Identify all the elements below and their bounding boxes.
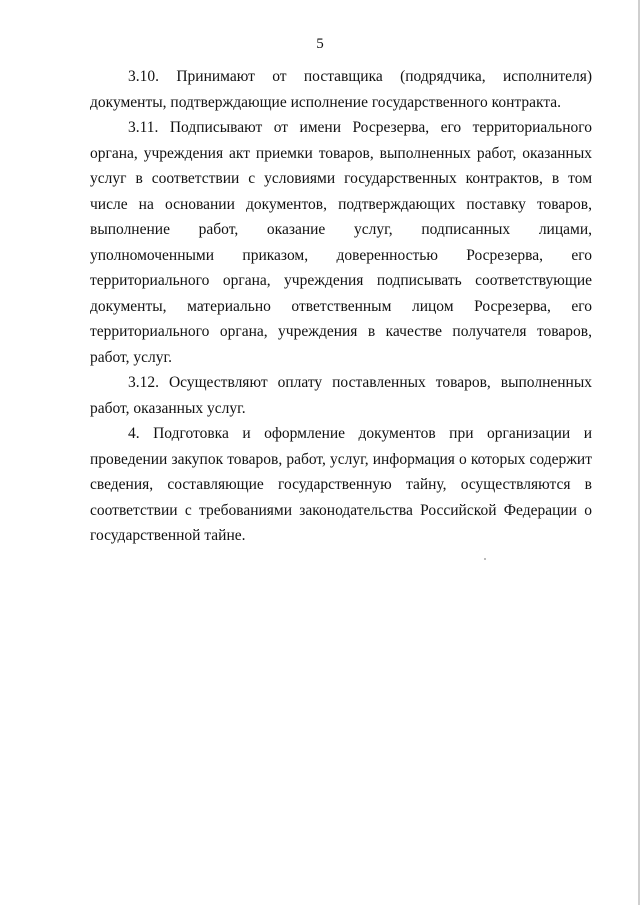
paragraph-3-12: 3.12. Осуществляют оплату поставленных товаров, выполненных работ, оказанных услуг. — [90, 374, 592, 417]
page-number: 5 — [316, 36, 324, 52]
document-body — [90, 64, 592, 549]
paragraph-4: 4. Подготовка и оформление документов при организации и проведении закупок товаров, работ, услуг, информация о которых содержит сведения, составляющие государственную тайну, осуществляются в соответствии с требованиями законодательства Российской Федерации о государственной тайне. — [90, 425, 592, 544]
paragraph-3-10: 3.10. Принимают от поставщика (подрядчика, исполнителя) документы, подтверждающие исполнение государственного контракта. — [90, 68, 592, 111]
paragraph-3-11: 3.11. Подписывают от имени Росрезерва, его территориального органа, учреждения акт приемки товаров, выполненных работ, оказанных услуг в соответствии с условиями государственных контрактов, в том числе на основании документов, подтверждающих поставку товаров, выполнение работ, оказание услуг, подписанных лицами, уполномоченными приказом, доверенностью Росрезерва, его территориального органа, учреждения подписывать соответствующие документы, материально ответственным лицом Росрезерва, его территориального органа, учреждения в качестве получателя товаров, работ, услуг. — [90, 119, 592, 366]
scan-speck — [484, 558, 486, 560]
